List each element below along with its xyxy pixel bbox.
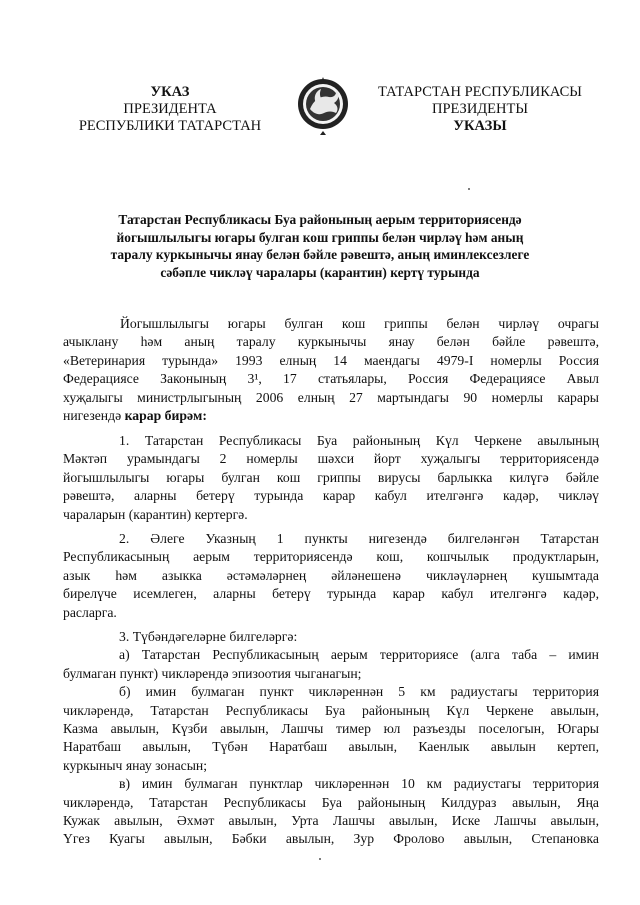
item-2-line: 2. Әлеге Указның 1 пункты нигезендә билгеләнгән Татарстан — [119, 531, 599, 546]
document-title — [85, 211, 555, 281]
item-3b-line: б) имин булмаган пункт чикләреннән 5 км радиустагы территория — [119, 684, 599, 700]
item-3b-line: чикләрендә, Татарстан Республикасы Буа районының Күл Черкене авылын, — [63, 702, 599, 718]
preamble-paragraph — [63, 315, 599, 425]
tatarstan-coat-of-arms-icon — [296, 75, 350, 135]
item-2-line: Республикасының аерым территориясендә кош, кошчылык продуктларын, — [63, 549, 599, 565]
item-3a-line: а) Татарстан Республикасының аерым территориясе (алга таба – имин — [119, 647, 599, 663]
header-ru-line-1: УКАЗ — [150, 84, 190, 100]
header-tatar — [355, 84, 605, 135]
preamble-line: ачыклану һәм аның таралу куркынычы янау белән бәйле рәвештә, — [63, 334, 599, 350]
title-line-4: сәбәпле чикләү чаралары (карантин) кертү турында — [160, 264, 480, 280]
item-1-line: йогышлылыгы югары булган кош гриппы вирусы барлыкка килүгә бәйле — [63, 469, 599, 485]
item-3b-line: куркыныч янау зонасын; — [63, 757, 208, 773]
title-line-2: йогышлылыгы югары булган кош гриппы белән чирләү һәм аның — [116, 229, 524, 245]
item-3-heading: 3. Түбәндәгеләрне билгеләргә: — [119, 629, 298, 644]
header-tt-line-1: ТАТАРСТАН РЕСПУБЛИКАСЫ — [378, 84, 582, 100]
item-3b-line: Наратбаш авылын, Түбән Наратбаш авылын, Каенлык авылын кертеп, — [63, 739, 599, 755]
scan-speck — [319, 858, 321, 860]
preamble-line: Федерациясе Законының 3¹, 17 статьялары, Россия Федерациясе Авыл — [63, 371, 599, 387]
preamble-line: «Ветеринария турында» 1993 елның 14 маендагы 4979-I номерлы Россия — [63, 352, 599, 368]
preamble-line: хуҗалыгы министрлыгының 2006 елның 27 мартындагы 90 номерлы карары — [63, 389, 599, 405]
item-1-line: рәвештә, аларны бетерү турында карар кабул ителгәнгә кадәр, чикләү — [63, 488, 599, 504]
item-1-line: 1. Татарстан Республикасы Буа районының Күл Черкене авылының — [119, 433, 599, 448]
item-3-paragraph — [63, 628, 599, 849]
title-line-3: таралу куркынычы янау белән бәйле рәвештә, аның иминлексезлеге — [110, 247, 530, 262]
preamble-prefix: нигезендә — [63, 408, 125, 424]
item-3v-line: чикләрендә, Татарстан Республикасы Буа районының Килдураз авылын, Яңа — [63, 794, 599, 810]
item-2-line: бирелүче исемлеген, аларны бетерү турында карар кабул ителгәнгә кадәр, — [63, 586, 599, 602]
item-2-paragraph — [63, 530, 599, 622]
item-3a-line: булмаган пункт) чикләрендә эпизоотия чыганагын; — [63, 665, 362, 681]
header-tt-line-2: ПРЕЗИДЕНТЫ — [431, 101, 529, 117]
scan-speck — [468, 188, 470, 190]
item-2-line: азык һәм азыкка әстәмәләрнең әйләнешенә чикләүләрнең кушымтада — [63, 567, 599, 583]
item-3v-line: Кужак авылын, Әхмәт авылын, Урта Лашчы авылын, Иске Лашчы авылын, — [63, 813, 599, 829]
item-3v-line: Үгез Куагы авылын, Бәбки авылын, Зур Фролово авылын, Степановка — [63, 831, 599, 847]
item-2-line: расларга. — [63, 604, 117, 620]
decree-phrase: карар бирәм: — [124, 408, 207, 424]
item-1-line: Мәктәп урамындагы 2 номерлы шәхси йорт хуҗалыгы территориясендә — [63, 451, 599, 467]
header-ru-line-2: ПРЕЗИДЕНТА — [123, 101, 217, 117]
item-3b-line: Казма авылын, Күзби авылын, Лашчы тимер юл разъезды поселогын, Югары — [63, 721, 599, 737]
item-1-line: чараларын (карантин) кертергә. — [63, 506, 248, 522]
item-1-paragraph — [63, 432, 599, 524]
preamble-line: Йогышлылыгы югары булган кош гриппы белән чирләү очрагы — [120, 316, 599, 331]
item-3v-line: в) имин булмаган пунктлар чикләреннән 10 км радиустагы территория — [119, 776, 599, 792]
title-line-1: Татарстан Республикасы Буа районының аерым территориясендә — [118, 212, 522, 227]
header-tt-line-3: УКАЗЫ — [453, 118, 507, 134]
header-russian — [50, 84, 290, 135]
header-ru-line-3: РЕСПУБЛИКИ ТАТАРСТАН — [78, 118, 262, 134]
preamble-last-line — [63, 407, 599, 425]
